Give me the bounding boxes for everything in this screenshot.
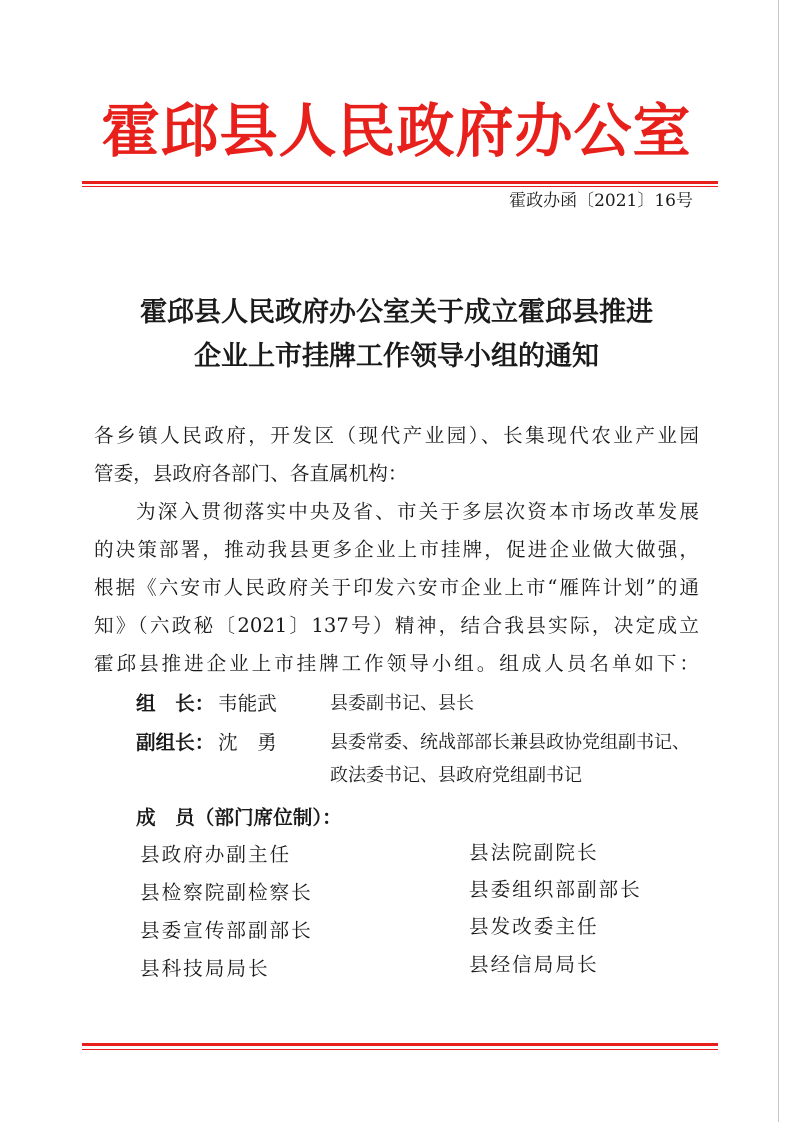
deputy-label: 副组长： [136,731,215,754]
member-left-1: 县政府办副主任 [140,843,292,866]
body-paragraph-line-2: 的决策部署，推动我县更多企业上市挂牌，促进企业做大做强， [94,538,699,561]
leader-label: 组 长： [136,692,215,715]
body-paragraph-line-5: 霍邱县推进企业上市挂牌工作领导小组。组成人员名单如下： [94,652,699,675]
body-paragraph-line-4: 知》（六政秘〔2021〕137号）精神，结合我县实际，决定成立 [94,614,699,637]
member-left-4: 县科技局局长 [140,957,270,980]
member-right-3: 县发改委主任 [469,915,599,938]
member-right-1: 县法院副院长 [469,841,599,864]
issuing-office-title: 霍邱县人民政府办公室 [101,97,692,165]
header-red-rule [82,181,718,184]
header-red-rule-thin [82,186,718,187]
footer-red-rule [82,1043,718,1046]
deputy-role-line-2: 政法委书记、县政府党组副书记 [330,765,582,786]
addressee-line-2: 管委，县政府各部门、各直属机构： [94,462,408,485]
addressee-line-1: 各乡镇人民政府，开发区（现代产业园）、长集现代农业产业园 [94,424,699,447]
document-title-line-1: 霍邱县人民政府办公室关于成立霍邱县推进 [140,297,653,328]
document-title-line-2: 企业上市挂牌工作领导小组的通知 [194,341,599,372]
member-left-2: 县检察院副检察长 [140,881,313,904]
body-paragraph-line-3: 根据《六安市人民政府关于印发六安市企业上市“雁阵计划”的通 [94,576,699,599]
deputy-name: 沈 勇 [218,731,277,754]
deputy-role-line-1: 县委常委、统战部部长兼县政协党组副书记、 [330,732,690,753]
member-left-3: 县委宣传部副部长 [140,919,313,942]
member-right-2: 县委组织部副部长 [469,878,642,901]
body-paragraph-line-1: 为深入贯彻落实中央及省、市关于多层次资本市场改革发展 [136,500,699,523]
member-right-4: 县经信局局长 [469,953,599,976]
members-label: 成 员（部门席位制）： [136,806,342,829]
document-number: 霍政办函〔2021〕16号 [509,191,693,211]
leader-name: 韦能武 [218,692,277,715]
footer-red-rule-thin [82,1049,718,1050]
leader-role: 县委副书记、县长 [330,693,474,714]
